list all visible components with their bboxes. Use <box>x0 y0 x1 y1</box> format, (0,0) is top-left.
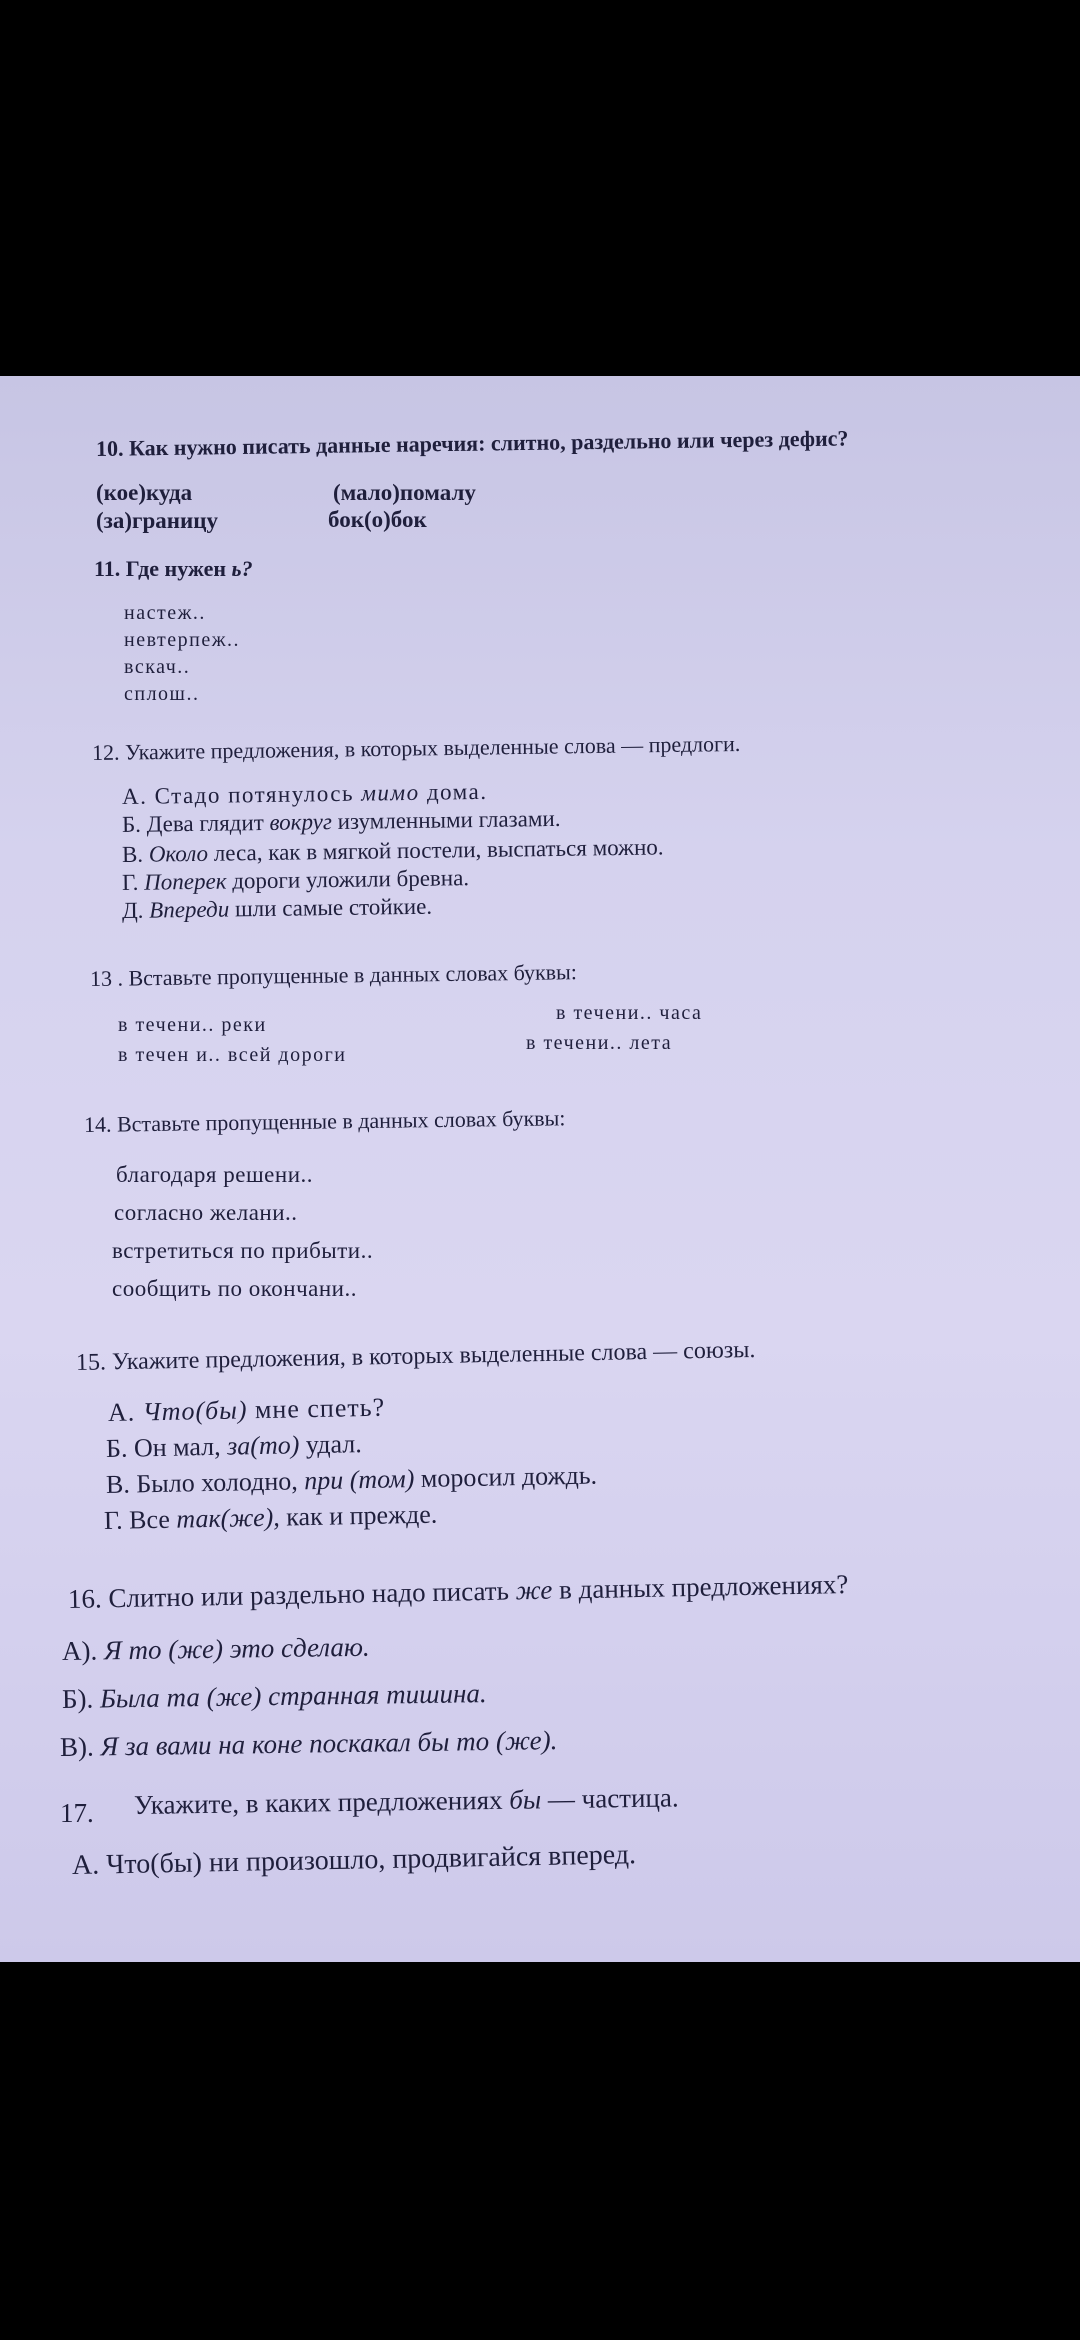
q10-item: (кое)куда <box>96 480 193 505</box>
q17-title: Укажите, в каких предложениях бы — частица. <box>133 1782 679 1820</box>
q11-item: сплош.. <box>124 683 200 705</box>
q14-item: благодаря решени.. <box>116 1162 313 1187</box>
q15-item: Б. Он мал, за(то) удал. <box>105 1429 362 1463</box>
q16-item: В). Я за вами на коне поскакал бы то (же). <box>59 1725 558 1762</box>
q13-item: в течен и.. всей дороги <box>118 1044 347 1066</box>
q12-item: Г. Поперек дороги уложили бревна. <box>121 865 470 895</box>
q10-item: бок(о)бок <box>328 507 427 532</box>
q13-title: 13 . Вставьте пропущенные в данных словах буквы: <box>89 959 578 991</box>
q11-item: настеж.. <box>124 602 206 624</box>
q15-title: 15. Укажите предложения, в которых выделенные слова — союзы. <box>75 1336 756 1376</box>
q12-title: 12. Укажите предложения, в которых выделенные слова — предлоги. <box>91 730 741 765</box>
q12-item: Б. Дева глядит вокруг изумленными глазами. <box>121 805 561 837</box>
q13-item: в течени.. реки <box>118 1014 267 1036</box>
q15-item: В. Было холодно, при (том) моросил дождь. <box>105 1460 598 1499</box>
q12-item: Д. Впереди шли самые стойкие. <box>121 893 433 923</box>
q11-item: вскач.. <box>124 656 191 678</box>
q14-item: согласно желани.. <box>114 1200 298 1225</box>
q15-item: Г. Все так(же), как и прежде. <box>103 1499 438 1535</box>
worksheet-page <box>0 376 1080 1962</box>
q11-item: невтерпеж.. <box>124 629 241 651</box>
q16-item: Б). Была та (же) странная тишина. <box>61 1678 487 1714</box>
q17-item: А. Что(бы) ни произошло, продвигайся вперед. <box>71 1839 637 1881</box>
q16-item: А). Я то (же) это сделаю. <box>61 1631 370 1666</box>
q13-item: в течени.. лета <box>526 1032 673 1054</box>
q14-item: сообщить по окончани.. <box>112 1276 357 1301</box>
q14-item: встретиться по прибыти.. <box>112 1238 374 1263</box>
q15-item: А. Что(бы) мне спеть? <box>107 1392 386 1427</box>
q13-item: в течени.. часа <box>556 1002 703 1024</box>
q12-item: А. Стадо потянулось мимо дома. <box>121 778 488 809</box>
q17-number: 17. <box>60 1798 94 1828</box>
q14-title: 14. Вставьте пропущенные в данных словах буквы: <box>83 1105 566 1137</box>
q10-item: (за)границу <box>96 508 219 533</box>
q12-item: В. Около леса, как в мягкой постели, выспаться можно. <box>121 834 664 867</box>
q10-item: (мало)помалу <box>333 480 476 505</box>
q16-title: 16. Слитно или раздельно надо писать же в данных предложениях? <box>67 1569 849 1614</box>
q10-title: 10. Как нужно писать данные наречия: слитно, раздельно или через дефис? <box>95 425 849 461</box>
q11-title: 11. Где нужен ь? <box>94 556 253 581</box>
